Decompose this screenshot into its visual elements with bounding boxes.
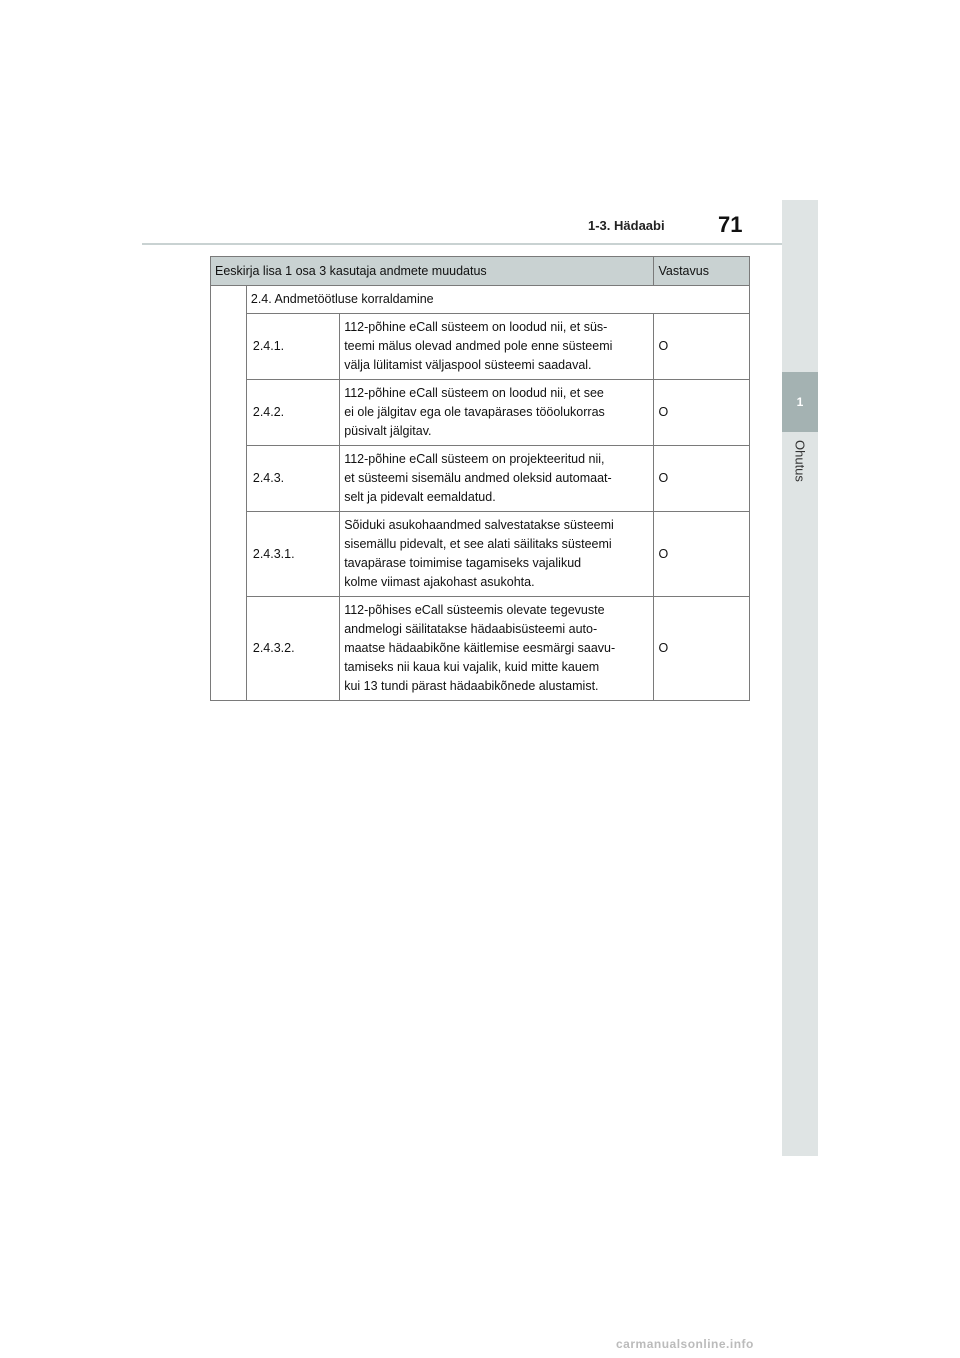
group-label-cell: 2.4. Andmetöötluse korraldamine: [246, 286, 749, 314]
description-line: tamiseks nii kaua kui vajalik, kuid mitte kauem: [344, 660, 600, 674]
chapter-label: Ohutus: [792, 440, 808, 482]
page-number: 71: [718, 212, 743, 237]
description-line: Sõiduki asukohaandmed salvestatakse süsteemi: [344, 518, 614, 532]
row-conformity-cell: O: [654, 380, 750, 446]
description-line: tavapärase toimimise tagamiseks vajalikud: [344, 556, 582, 570]
description-line: kolme viimast ajakohast asukohta.: [344, 575, 535, 589]
row-conformity-cell: O: [654, 446, 750, 512]
description-line: 112-põhine eCall süsteem on projekteeritud nii,: [344, 452, 605, 466]
chapter-side-tab: [782, 200, 818, 1156]
description-line: maatse hädaabikõne käitlemise eesmärgi saavu-: [344, 641, 616, 655]
table-header-row: [211, 257, 750, 286]
row-code-cell: 2.4.3.: [246, 446, 339, 512]
description-line: 112-põhine eCall süsteem on loodud nii, et süs-: [344, 320, 608, 334]
description-line: 112-põhine eCall süsteem on loodud nii, et see: [344, 386, 604, 400]
section-title: 1-3. Hädaabi: [588, 218, 665, 233]
header-description-cell: Eeskirja lisa 1 osa 3 kasutaja andmete muudatus: [211, 257, 654, 286]
row-code-cell: 2.4.1.: [246, 314, 339, 380]
row-description-cell: [340, 512, 654, 597]
description-line: 112-põhises eCall süsteemis olevate tegevuste: [344, 603, 605, 617]
description-line: teemi mälus olevad andmed pole enne süsteemi: [344, 339, 613, 353]
description-line: ei ole jälgitav ega ole tavapärases tööolukorras: [344, 405, 605, 419]
indent-cell: [211, 286, 247, 701]
row-description-cell: [340, 446, 654, 512]
header-conformity-cell: Vastavus: [654, 257, 750, 286]
row-code-cell: 2.4.2.: [246, 380, 339, 446]
row-code-cell: 2.4.3.1.: [246, 512, 339, 597]
table-row: [211, 314, 750, 380]
row-conformity-cell: O: [654, 597, 750, 701]
row-description-cell: [340, 314, 654, 380]
description-line: kui 13 tundi pärast hädaabikõnede alustamist.: [344, 679, 599, 693]
description-line: sisemällu pidevalt, et see alati säilitaks süsteemi: [344, 537, 612, 551]
watermark: carmanualsonline.info: [616, 1337, 754, 1351]
group-row: [211, 286, 750, 314]
row-description-cell: [340, 597, 654, 701]
row-code-cell: 2.4.3.2.: [246, 597, 339, 701]
row-conformity-cell: O: [654, 314, 750, 380]
table-row: [211, 380, 750, 446]
chapter-number-tab[interactable]: 1: [782, 372, 818, 432]
description-line: püsivalt jälgitav.: [344, 424, 432, 438]
ecall-data-table: [210, 256, 750, 701]
description-line: selt ja pidevalt eemaldatud.: [344, 490, 496, 504]
table-row: [211, 446, 750, 512]
row-description-cell: [340, 380, 654, 446]
description-line: et süsteemi sisemälu andmed oleksid automaat-: [344, 471, 612, 485]
description-line: andmelogi säilitatakse hädaabisüsteemi auto-: [344, 622, 598, 636]
header-divider: [142, 243, 782, 245]
description-line: välja lülitamist väljaspool süsteemi saadaval.: [344, 358, 592, 372]
row-conformity-cell: O: [654, 512, 750, 597]
table-row: [211, 597, 750, 701]
table-row: [211, 512, 750, 597]
